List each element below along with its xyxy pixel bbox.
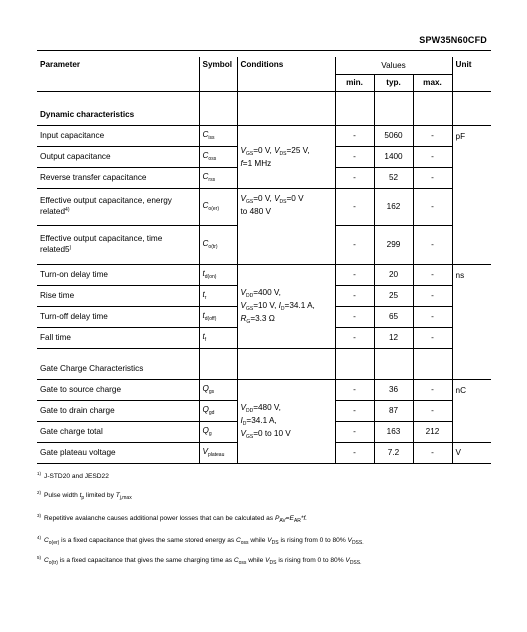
- table-row: [37, 188, 491, 225]
- typ-cell: 20: [374, 264, 413, 285]
- unit-cell: V: [452, 442, 491, 463]
- section-gate-charge: [37, 348, 491, 379]
- conditions-cell: $V_{DD}=480$ V, $I_D=34.1$ A, $V_{GS}=0$ to 10 V: [237, 379, 335, 463]
- characteristics-table: [37, 57, 491, 464]
- conditions-cell: $V_{GS}=0$ V, $V_{DS}=0$ V to 480 V: [237, 188, 335, 264]
- max-cell: -: [413, 285, 452, 306]
- symbol-cell: $C_{rss}$: [199, 167, 237, 188]
- max-cell: -: [413, 327, 452, 348]
- max-cell: 212: [413, 421, 452, 442]
- footnote-5: $^{5)}$ $C_{o(tr)}$ is a fixed capacitance that gives the same charging time as $C_{oss}$ while $V_{DS}$ is rising from 0 to 80% $V_{DSS.}$: [37, 555, 362, 566]
- min-cell: -: [335, 225, 374, 264]
- footnote-4: $^{4)}$ $C_{o(er)}$ is a fixed capacitance that gives the same stored energy as $C_{oss}$ while $V_{DS}$ is rising from 0 to 80% $V_{DSS.}$: [37, 535, 364, 546]
- max-cell: -: [413, 379, 452, 400]
- table-header-row: [37, 57, 491, 74]
- max-cell: -: [413, 264, 452, 285]
- typ-cell: 163: [374, 421, 413, 442]
- min-cell: -: [335, 306, 374, 327]
- min-cell: -: [335, 188, 374, 225]
- max-cell: -: [413, 188, 452, 225]
- typ-cell: 5060: [374, 125, 413, 146]
- unit-cell: nC: [452, 379, 491, 442]
- param-cell: Fall time: [37, 327, 199, 348]
- conditions-cell: $V_{DD}=400$ V, $V_{GS}=10$ V, $I_D=34.1$ A, $R_G=3.3$ Ω: [237, 264, 335, 348]
- typ-cell: 12: [374, 327, 413, 348]
- header-unit: Unit: [452, 57, 491, 91]
- header-symbol: Symbol: [199, 57, 237, 91]
- symbol-cell: $Q_{gs}$: [199, 379, 237, 400]
- param-cell: Effective output capacitance, energy related$^{4)}$: [37, 188, 199, 225]
- min-cell: -: [335, 327, 374, 348]
- header-typ: typ.: [374, 74, 413, 91]
- symbol-cell: $t_{d(on)}$: [199, 264, 237, 285]
- header-conditions: Conditions: [237, 57, 335, 91]
- conditions-cell: $V_{GS}=0$ V, $V_{DS}=25$ V, f=1 MHz: [237, 125, 335, 188]
- header-max: max.: [413, 74, 452, 91]
- symbol-cell: $V_{plateau}$: [199, 442, 237, 463]
- max-cell: -: [413, 125, 452, 146]
- typ-cell: 87: [374, 400, 413, 421]
- typ-cell: 1400: [374, 146, 413, 167]
- table-row: [37, 379, 491, 400]
- header-min: min.: [335, 74, 374, 91]
- symbol-cell: $C_{oss}$: [199, 146, 237, 167]
- param-cell: Output capacitance: [37, 146, 199, 167]
- param-cell: Effective output capacitance, time related5): [37, 225, 199, 264]
- min-cell: -: [335, 146, 374, 167]
- typ-cell: 162: [374, 188, 413, 225]
- symbol-cell: $Q_{gd}$: [199, 400, 237, 421]
- symbol-cell: $C_{iss}$: [199, 125, 237, 146]
- symbol-cell: $C_{o(er)}$: [199, 188, 237, 225]
- section-dynamic: [37, 91, 491, 125]
- typ-cell: 52: [374, 167, 413, 188]
- footnote-1: $^{1)}$ J-STD20 and JESD22: [37, 471, 109, 480]
- section-title: Gate Charge Characteristics: [37, 348, 199, 379]
- header-rule: [37, 50, 491, 51]
- section-title: Dynamic characteristics: [37, 91, 199, 125]
- param-cell: Rise time: [37, 285, 199, 306]
- param-cell: Reverse transfer capacitance: [37, 167, 199, 188]
- min-cell: -: [335, 400, 374, 421]
- table-row: [37, 125, 491, 146]
- footnote-2: $^{2)}$ Pulse width $t_p$ limited by $T_{j,max}$: [37, 490, 132, 501]
- header-parameter: Parameter: [37, 57, 199, 91]
- max-cell: -: [413, 146, 452, 167]
- min-cell: -: [335, 379, 374, 400]
- footnote-3: $^{3)}$ Repetitive avalanche causes additional power losses that can be calculated as $P_{AV}=E_{AR}*f$.: [37, 513, 308, 524]
- header-values: [335, 57, 452, 74]
- unit-cell: ns: [452, 264, 491, 348]
- symbol-cell: $t_f$: [199, 327, 237, 348]
- min-cell: -: [335, 285, 374, 306]
- max-cell: -: [413, 400, 452, 421]
- param-cell: Input capacitance: [37, 125, 199, 146]
- min-cell: -: [335, 167, 374, 188]
- typ-cell: 36: [374, 379, 413, 400]
- param-cell: Gate to drain charge: [37, 400, 199, 421]
- min-cell: -: [335, 125, 374, 146]
- max-cell: -: [413, 442, 452, 463]
- param-cell: Gate to source charge: [37, 379, 199, 400]
- header-values-label: Values: [381, 60, 406, 70]
- param-cell: Turn-on delay time: [37, 264, 199, 285]
- param-cell: Gate charge total: [37, 421, 199, 442]
- max-cell: -: [413, 167, 452, 188]
- symbol-cell: $C_{o(tr)}$: [199, 225, 237, 264]
- table-row: [37, 264, 491, 285]
- max-cell: -: [413, 306, 452, 327]
- document-id: SPW35N60CFD: [419, 35, 487, 45]
- typ-cell: 25: [374, 285, 413, 306]
- page-header: [0, 0, 527, 52]
- unit-cell: pF: [452, 125, 491, 264]
- symbol-cell: $t_{d(off)}$: [199, 306, 237, 327]
- min-cell: -: [335, 421, 374, 442]
- min-cell: -: [335, 264, 374, 285]
- typ-cell: 65: [374, 306, 413, 327]
- max-cell: -: [413, 225, 452, 264]
- symbol-cell: $Q_g$: [199, 421, 237, 442]
- typ-cell: 299: [374, 225, 413, 264]
- param-cell: Gate plateau voltage: [37, 442, 199, 463]
- symbol-cell: $t_r$: [199, 285, 237, 306]
- min-cell: -: [335, 442, 374, 463]
- typ-cell: 7.2: [374, 442, 413, 463]
- param-cell: Turn-off delay time: [37, 306, 199, 327]
